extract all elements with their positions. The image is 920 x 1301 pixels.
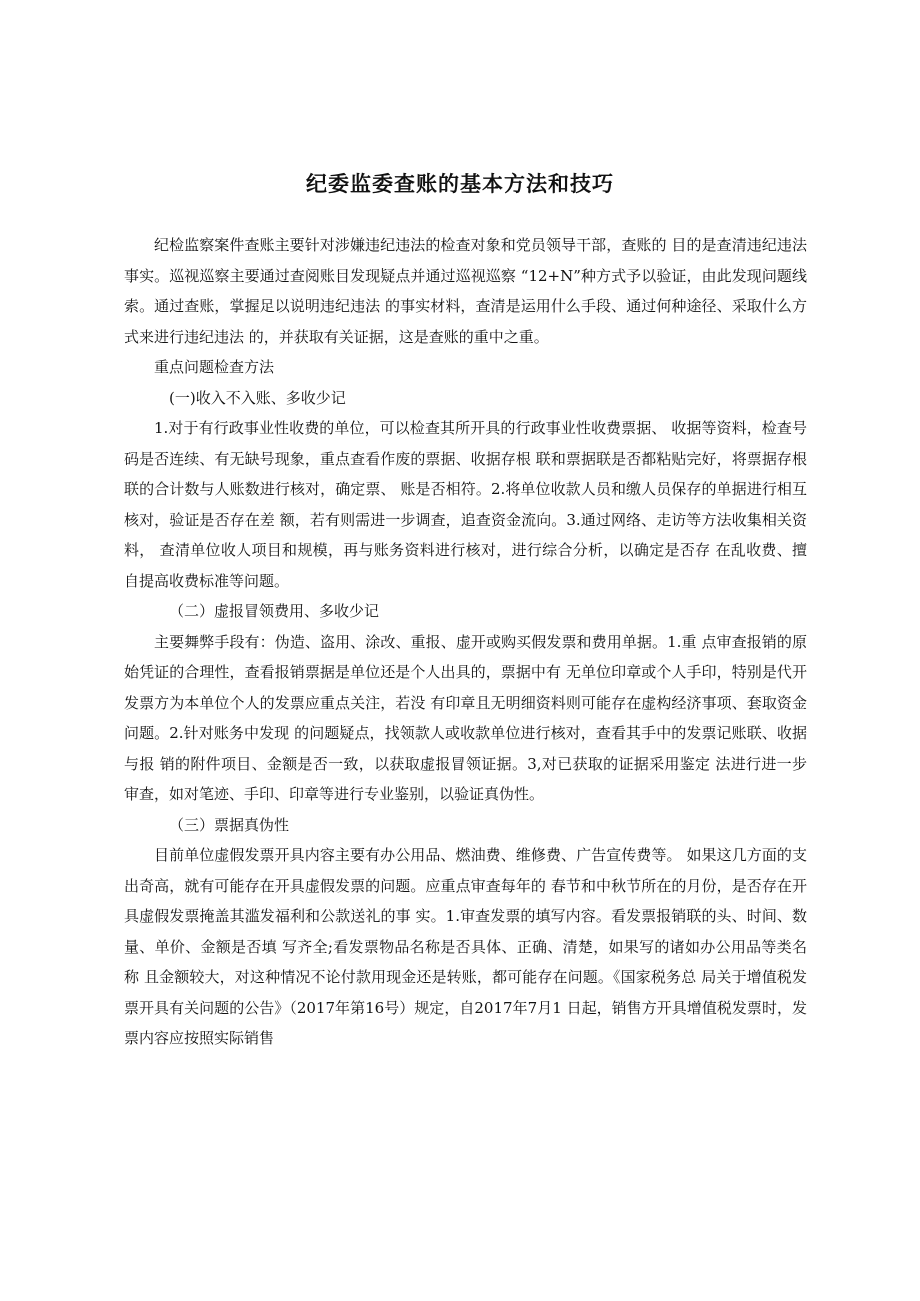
subsection-paragraph-2: 主要舞弊手段有：伪造、盗用、涂改、重报、虚开或购买假发票和费用单据。1.重 点审查报销的原始凭证的合理性，查看报销票据是单位还是个人出具的，票据中有 无单位印章或个人手印，特别是代开发票方为本单位个人的发票应重点关注，若没 有印章且无明细资料则可能存在虚构经济事项、套取资金问题。2.针对账务中发现 的问题疑点，找领款人或收款单位进行核对，查看其手中的发票记账联、收据与报 销的附件项目、金额是否一致，以获取虚报冒领证据。3,对已获取的证据采用鉴定 法进行进一步审查，如对笔迹、手印、印章等进行专业鉴别，以验证真伪性。: [124, 632, 807, 803]
subsection-paragraph-3: 目前单位虚假发票开具内容主要有办公用品、燃油费、维修费、广告宣传费等。 如果这几方面的支出奇高，就有可能存在开具虚假发票的问题。应重点审查每年的 春节和中秋节所在的月份，是否存在开具虚假发票掩盖其滥发福利和公款送礼的事 实。1.审查发票的填写内容。看发票报销联的头、时间、数量、单价、金额是否填 写齐全;看发票物品名称是否具体、正确、清楚，如果写的诸如办公用品等类名称 且金额较大，对这种情况不论付款用现金还是转账，都可能存在问题。《国家税务总 局关于增值税发票开具有关问题的公告》（2017年第16号）规定，自2017年7月1 日起，销售方开具增值税发票时，发票内容应按照实际销售: [124, 846, 807, 1047]
document-body: [124, 230, 807, 1054]
subsection-heading-2: （二）虚报冒领费用、多收少记: [169, 602, 380, 620]
section-heading: 重点问题检查方法: [154, 358, 275, 376]
intro-paragraph: 纪检监察案件查账主要针对涉嫌违纪违法的检查对象和党员领导干部，查账的 目的是查清违纪违法事实。巡视巡察主要通过查阅账目发现疑点并通过巡视巡察 “12+N”种方式予以验证，由此发现问题线索。通过查账，掌握足以说明违纪违法 的事实材料，查清是运用什么手段、通过何种途径、采取什么方式来进行违纪违法 的，并获取有关证据，这是查账的重中之重。: [124, 236, 807, 346]
document-title: 纪委监委查账的基本方法和技巧: [306, 172, 614, 196]
subsection-paragraph-1: 1.对于有行政事业性收费的单位，可以检查其所开具的行政事业性收费票据、 收据等资料，检查号码是否连续、有无缺号现象，重点查看作废的票据、收据存根 联和票据联是否都粘贴完好，将票据存根联的合计数与人账数进行核对，确定票、 账是否相符。2.将单位收款人员和缴人员保存的单据进行相互核对，验证是否存在差 额，若有则需进一步调查，追查资金流向。3.通过网络、走访等方法收集相关资料， 查清单位收人项目和规模，再与账务资料进行核对，进行综合分析，以确定是否存 在乱收费、擅自提高收费标准等问题。: [124, 419, 807, 590]
subsection-heading-3: （三）票据真伪性: [169, 815, 290, 834]
subsection-heading-1: (一)收入不入账、多收少记: [169, 388, 346, 407]
